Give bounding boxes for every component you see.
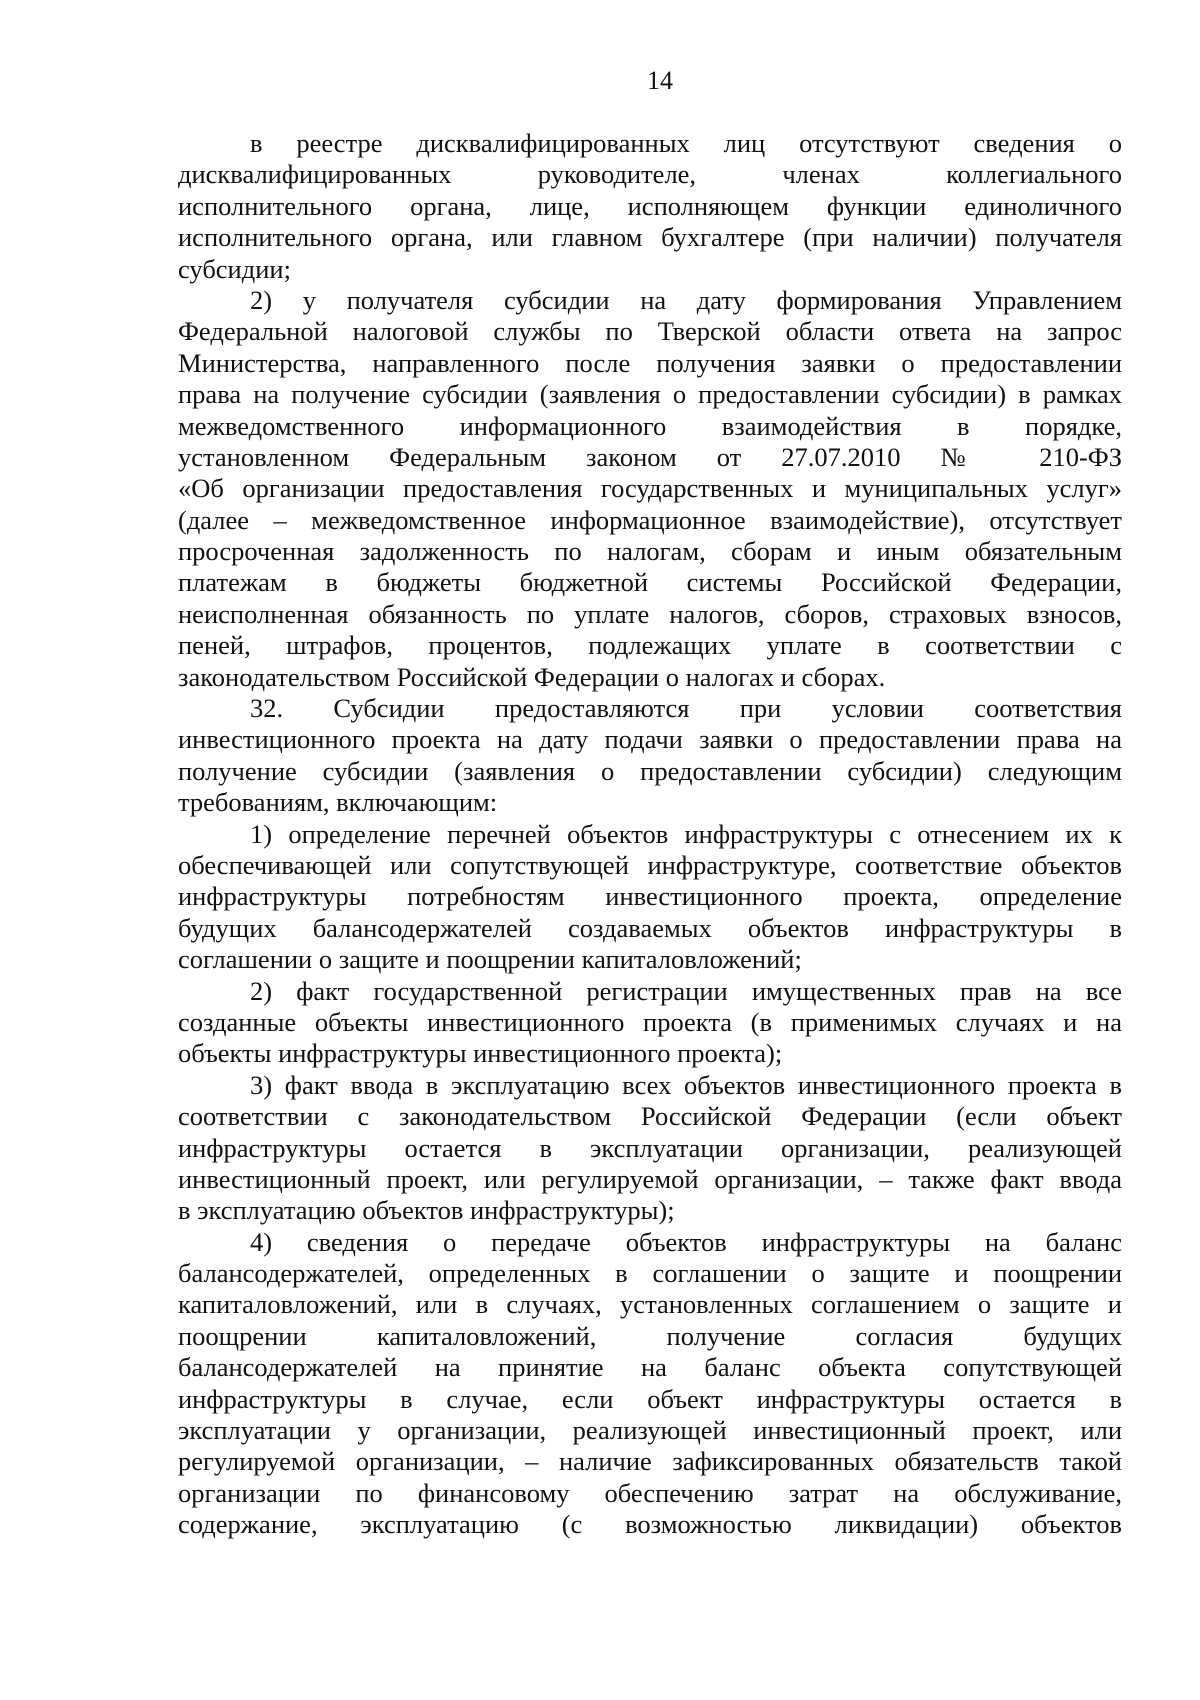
text-line: поощрении капиталовложений, получение согласия будущих (178, 1320, 1122, 1351)
text-line: инвестиционного проекта на дату подачи заявки о предоставлении права на (178, 724, 1122, 755)
text-line: содержание, эксплуатацию (с возможностью ликвидации) объектов (178, 1509, 1122, 1540)
text-line: субсидии; (178, 253, 291, 284)
text-line: требованиям, включающим: (178, 787, 498, 818)
text-line: права на получение субсидии (заявления о предоставлении субсидии) в рамках (178, 379, 1122, 410)
text-line: балансодержателей на принятие на баланс объекта сопутствующей (178, 1352, 1122, 1383)
text-line: 1) определение перечней объектов инфраструктуры с отнесением их к (250, 818, 1122, 849)
text-line: исполнительного органа, или главном бухгалтере (при наличии) получателя (178, 222, 1122, 253)
text-line: просроченная задолженность по налогам, сборам и иным обязательным (178, 536, 1122, 567)
text-line: 2) у получателя субсидии на дату формирования Управлением (250, 284, 1122, 315)
text-line: 32. Субсидии предоставляются при условии соответствия (250, 693, 1122, 724)
text-line: организации по финансовому обеспечению затрат на обслуживание, (178, 1477, 1122, 1508)
text-line: установленном Федеральным законом от 27.07.2010 № 210-ФЗ (178, 441, 1122, 472)
text-line: инфраструктуры в случае, если объект инфраструктуры остается в (178, 1383, 1122, 1414)
text-line: законодательством Российской Федерации о налогах и сборах. (178, 661, 886, 692)
text-line: объекты инфраструктуры инвестиционного проекта); (178, 1038, 783, 1069)
text-line: 4) сведения о передаче объектов инфраструктуры на баланс (250, 1226, 1122, 1257)
text-line: обеспечивающей или сопутствующей инфраструктуре, соответствие объектов (178, 849, 1122, 880)
text-line: (далее – межведомственное информационное взаимодействие), отсутствует (178, 504, 1122, 535)
text-line: соответствии с законодательством Российской Федерации (если объект (178, 1101, 1122, 1132)
text-line: регулируемой организации, – наличие зафиксированных обязательств такой (178, 1446, 1122, 1477)
text-line: межведомственного информационного взаимодействия в порядке, (178, 410, 1122, 441)
text-line: пеней, штрафов, процентов, подлежащих уплате в соответствии с (178, 630, 1122, 661)
text-line: получение субсидии (заявления о предоставлении субсидии) следующим (178, 755, 1122, 786)
text-line: соглашении о защите и поощрении капиталовложений; (178, 944, 802, 975)
text-line: будущих балансодержателей создаваемых объектов инфраструктуры в (178, 912, 1122, 943)
text-line: исполнительного органа, лице, исполняющем функции единоличного (178, 190, 1122, 221)
text-line: «Об организации предоставления государственных и муниципальных услуг» (178, 473, 1122, 504)
text-line: дисквалифицированных руководителе, членах коллегиального (178, 159, 1122, 190)
text-line: инфраструктуры остается в эксплуатации организации, реализующей (178, 1132, 1122, 1163)
text-line: в эксплуатацию объектов инфраструктуры); (178, 1195, 675, 1226)
text-line: Министерства, направленного после получения заявки о предоставлении (178, 347, 1122, 378)
text-line: балансодержателей, определенных в соглашении о защите и поощрении (178, 1258, 1122, 1289)
text-line: эксплуатации у организации, реализующей инвестиционный проект, или (178, 1415, 1122, 1446)
text-line: инвестиционный проект, или регулируемой организации, – также факт ввода (178, 1163, 1122, 1194)
text-line: в реестре дисквалифицированных лиц отсутствуют сведения о (250, 128, 1122, 158)
text-line: Федеральной налоговой службы по Тверской области ответа на запрос (178, 316, 1122, 347)
text-line: 2) факт государственной регистрации имущественных прав на все (250, 975, 1122, 1006)
page-number: 14 (647, 66, 673, 95)
text-line: платежам в бюджеты бюджетной системы Российской Федерации, (178, 567, 1122, 598)
text-line: 3) факт ввода в эксплуатацию всех объектов инвестиционного проекта в (250, 1069, 1122, 1100)
text-line: капиталовложений, или в случаях, установленных соглашением о защите и (178, 1289, 1122, 1320)
body-text (178, 128, 1122, 1541)
text-line: созданные объекты инвестиционного проекта (в применимых случаях и на (178, 1006, 1122, 1037)
text-line: инфраструктуры потребностям инвестиционного проекта, определение (178, 881, 1122, 912)
text-line: неисполненная обязанность по уплате налогов, сборов, страховых взносов, (178, 598, 1122, 629)
